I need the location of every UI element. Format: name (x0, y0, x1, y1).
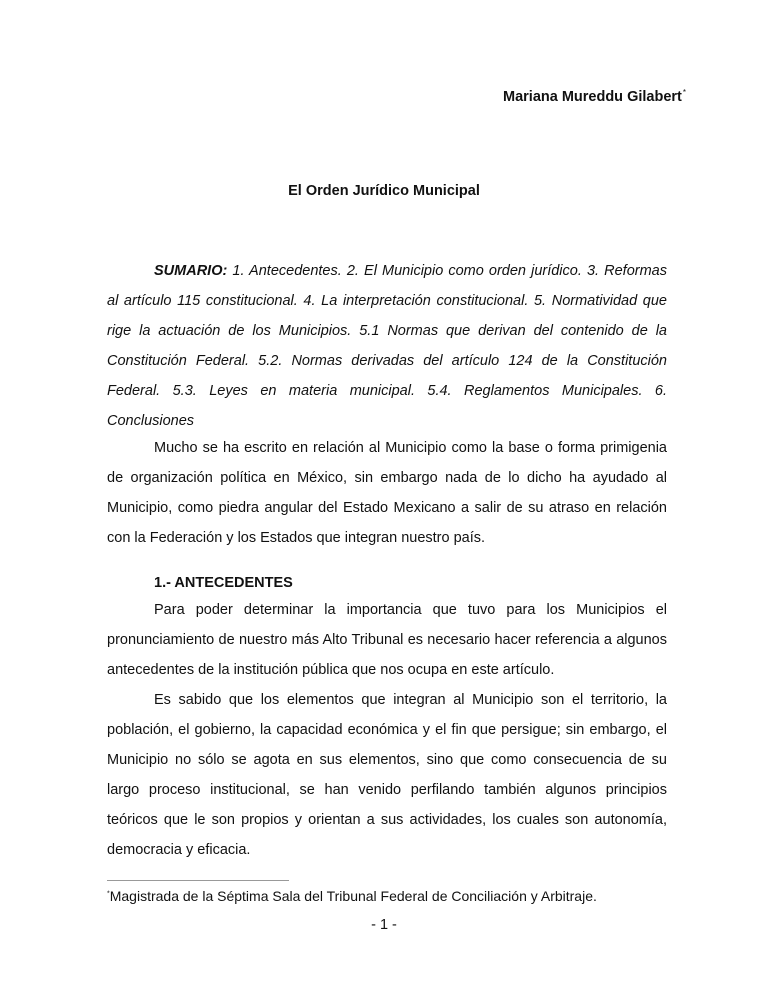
summary-label: SUMARIO: (154, 263, 228, 279)
footnote-mark: * (107, 890, 110, 898)
page-number: - 1 - (371, 917, 397, 933)
section-heading: 1.- ANTECEDENTES (154, 575, 293, 591)
section-paragraph: Para poder determinar la importancia que tuvo para los Municipios el pronunciamiento de nuestro más Alto Tribunal es necesario hacer referencia a algunos antecedentes de la institución pública que nos ocupa en este artículo. (107, 602, 667, 678)
footnote-text: Magistrada de la Séptima Sala del Tribunal Federal de Conciliación y Arbitraje. (109, 888, 597, 904)
intro-block (107, 433, 667, 553)
section-1-body (107, 595, 667, 865)
summary-block (107, 256, 667, 436)
intro-paragraph: Mucho se ha escrito en relación al Municipio como la base o forma primigenia de organización política en México, sin embargo nada de lo dicho ha ayudado al Municipio, como piedra angular del Estado Mexicano a salir de su atraso en relación con la Federación y los Estados que integran nuestro país. (107, 440, 667, 546)
document-title: El Orden Jurídico Municipal (288, 183, 480, 199)
author-name (503, 88, 686, 105)
author-text: Mariana Mureddu Gilabert (503, 88, 682, 105)
summary-text: 1. Antecedentes. 2. El Municipio como orden jurídico. 3. Reformas al artículo 115 constitucional. 4. La interpretación constitucional. 5. Normatividad que rige la actuación de los Municipios. 5.1 Normas que derivan del contenido de la Constitución Federal. 5.2. Normas derivadas del artículo 124 de la Constitución Federal. 5.3. Leyes en materia municipal. 5.4. Reglamentos Municipales. 6. Conclusiones (107, 263, 667, 429)
summary-paragraph (107, 256, 667, 436)
footnote-marker[interactable]: * (682, 88, 686, 97)
footnote (107, 888, 597, 904)
section-paragraph: Es sabido que los elementos que integran al Municipio son el territorio, la población, el gobierno, la capacidad económica y el fin que persigue; sin embargo, el Municipio no sólo se agota en sus elementos, sino que como consecuencia de su largo proceso institucional, se han venido perfilando también algunos principios teóricos que le son propios y orientan a sus actividades, los cuales son autonomía, democracia y eficacia. (107, 692, 667, 858)
footnote-divider (107, 880, 289, 881)
